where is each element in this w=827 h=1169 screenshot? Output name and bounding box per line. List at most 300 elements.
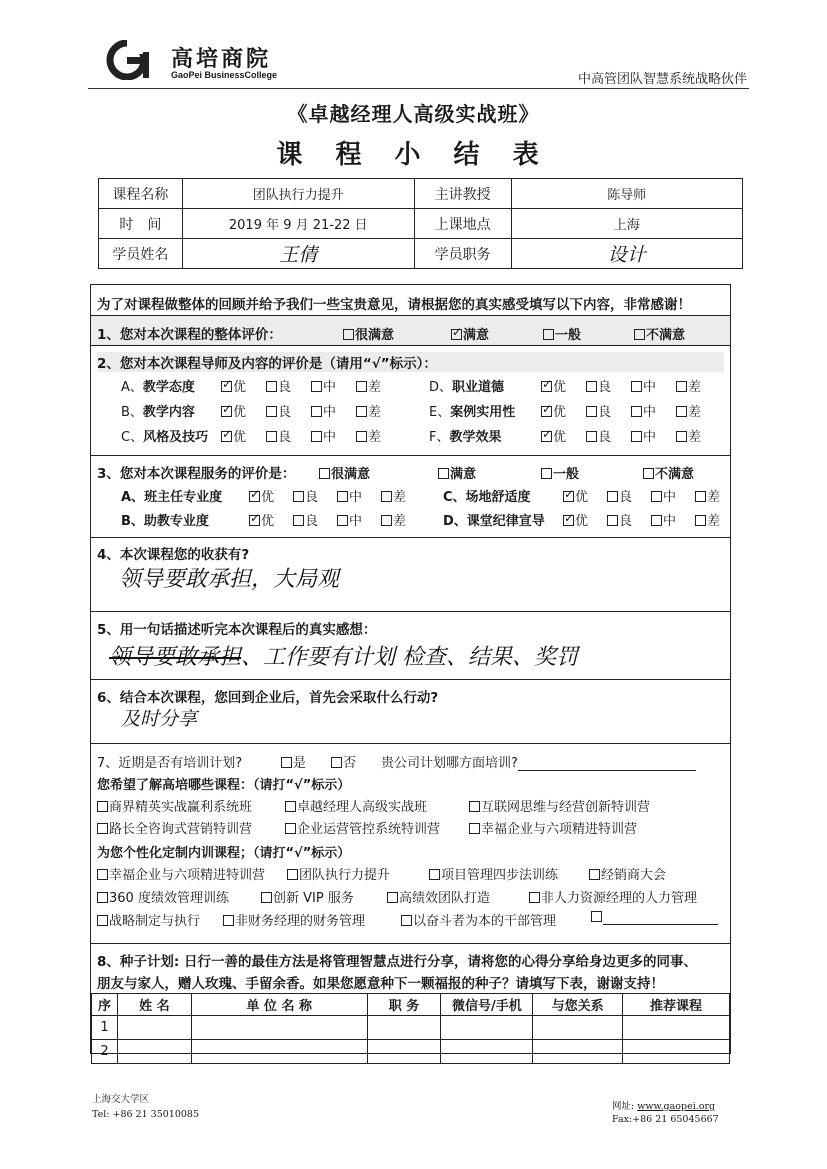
q2-grade-option[interactable] <box>311 426 336 445</box>
q2-grade-option[interactable] <box>631 376 656 395</box>
checkbox[interactable] <box>311 431 322 442</box>
feedback-form <box>90 284 731 1059</box>
checkbox[interactable] <box>429 869 440 880</box>
q3-grade-label: 良 <box>619 490 633 505</box>
custom-course-label: 非人力资源经理的人力管理 <box>541 891 698 906</box>
checkbox[interactable] <box>634 329 645 340</box>
q3-item-label <box>443 486 531 505</box>
seed-cell[interactable] <box>441 1040 533 1064</box>
footer-address-text: 上海交大学区 <box>92 1094 150 1105</box>
q3-grade-label: 差 <box>707 490 721 505</box>
q3-grade-label: 差 <box>707 514 721 529</box>
q3-grade-label: 中 <box>349 514 363 529</box>
footer-contact <box>612 1100 719 1126</box>
seed-table-header <box>92 994 730 1016</box>
logo-text: 高培商院 <box>171 47 272 72</box>
q3-grade-option[interactable] <box>607 510 632 529</box>
q3-grade-option[interactable] <box>381 510 406 529</box>
seed-column-header: 与您关系 <box>533 994 623 1016</box>
page-title: 《卓越经理人高级实战班》 <box>287 102 540 126</box>
custom-course-label: 以奋斗者为本的干部管理 <box>413 914 557 929</box>
q3-grade-option[interactable] <box>249 510 274 529</box>
custom-course-option[interactable] <box>589 864 666 883</box>
q1-section <box>91 315 730 345</box>
course-name-value[interactable]: 团队执行力提升 <box>182 179 414 209</box>
checkbox[interactable] <box>311 406 322 417</box>
course-option[interactable] <box>285 796 427 815</box>
q3-option-average[interactable] <box>541 463 579 482</box>
checkbox[interactable] <box>676 381 687 392</box>
q2-grade-label: 中 <box>643 405 657 420</box>
checkbox[interactable] <box>438 468 449 479</box>
seed-cell[interactable] <box>623 1016 730 1040</box>
q2-grade-label: 优 <box>553 405 567 420</box>
q1-option-label: 不满意 <box>646 328 686 343</box>
q5-answer-text: 、工作要有计划 检查、结果、奖罚 <box>241 645 579 670</box>
checkbox[interactable] <box>529 892 540 903</box>
checkbox[interactable] <box>607 491 618 502</box>
q3-grade-label: 优 <box>575 490 589 505</box>
q2-grade-label: 中 <box>643 380 657 395</box>
q2-item-label <box>121 401 195 420</box>
checkbox[interactable] <box>676 406 687 417</box>
q3-grade-option[interactable] <box>563 486 588 505</box>
q3-option-label: 很满意 <box>331 467 371 482</box>
q5-answer[interactable] <box>109 640 578 671</box>
checkbox-checked[interactable] <box>563 515 574 526</box>
checkbox[interactable] <box>695 515 706 526</box>
q3-item-name: 场地舒适度 <box>465 490 531 505</box>
q2-section <box>91 345 730 455</box>
checkbox[interactable] <box>266 381 277 392</box>
place-value[interactable]: 上海 <box>511 209 743 239</box>
custom-course-option[interactable] <box>97 864 265 883</box>
q3-grade-option[interactable] <box>607 486 632 505</box>
q2-grade-label: 良 <box>278 380 292 395</box>
q2-grade-label: 中 <box>643 430 657 445</box>
q2-grade-label: 良 <box>598 380 612 395</box>
checkbox-checked[interactable] <box>249 491 260 502</box>
q2-item-prefix: C、 <box>121 430 144 445</box>
q2-grade-option[interactable] <box>221 401 246 420</box>
seed-column-header: 单 位 名 称 <box>191 994 367 1016</box>
custom-course-option[interactable] <box>529 887 697 906</box>
q2-grade-label: 优 <box>233 380 247 395</box>
checkbox[interactable] <box>311 381 322 392</box>
teacher-label: 主讲教授 <box>414 179 511 209</box>
custom-course-label: 非财务经理的财务管理 <box>235 914 366 929</box>
q2-grade-option[interactable] <box>356 376 381 395</box>
q2-item-prefix: F、 <box>429 430 450 445</box>
q2-item-name: 案例实用性 <box>450 405 516 420</box>
logo <box>105 40 305 84</box>
q6-section <box>91 679 730 743</box>
seed-column-header: 推荐课程 <box>623 994 730 1016</box>
custom-course-other-blank[interactable] <box>603 911 718 925</box>
seed-cell[interactable] <box>367 1040 441 1064</box>
q3-grade-label: 优 <box>575 514 589 529</box>
custom-course-option[interactable] <box>223 910 365 929</box>
seed-cell[interactable] <box>533 1040 623 1064</box>
checkbox[interactable] <box>607 515 618 526</box>
custom-course-option[interactable] <box>429 864 558 883</box>
q2-grade-label: 优 <box>233 430 247 445</box>
checkbox[interactable] <box>586 381 597 392</box>
q3-option-label: 满意 <box>450 467 477 482</box>
checkbox[interactable] <box>97 892 108 903</box>
q1-question: 1、您对本次课程的整体评价： <box>97 327 282 343</box>
footer-web-link[interactable]: www.gaopei.org <box>637 1101 716 1112</box>
q2-grade-option[interactable] <box>586 426 611 445</box>
q3-grade-option[interactable] <box>651 486 676 505</box>
q1-option-average[interactable] <box>543 324 581 343</box>
checkbox[interactable] <box>631 381 642 392</box>
course-info-table <box>98 178 743 269</box>
checkbox[interactable] <box>381 515 392 526</box>
q3-item-label <box>121 486 222 505</box>
q3-grade-option[interactable] <box>293 486 318 505</box>
course-option[interactable] <box>97 818 252 837</box>
q7-custom-title: 为您个性化定制内训课程；（请打“√”标示） <box>97 846 351 861</box>
checkbox[interactable] <box>285 801 296 812</box>
q3-grade-label: 差 <box>393 514 407 529</box>
custom-course-option[interactable] <box>387 887 490 906</box>
student-position-cell[interactable] <box>511 239 743 269</box>
q2-item-name: 教学效果 <box>449 430 502 445</box>
q3-item-prefix: D、 <box>443 514 467 529</box>
checkbox-checked[interactable] <box>541 406 552 417</box>
student-position-value: 设计 <box>607 244 646 266</box>
q2-grade-label: 差 <box>688 430 702 445</box>
course-option-label: 商界精英实战赢利系统班 <box>109 800 253 815</box>
checkbox[interactable] <box>541 468 552 479</box>
q5-question: 5、用一句话描述听完本次课程后的真实感想： <box>97 622 377 638</box>
custom-course-label: 360 度绩效管理训练 <box>109 891 229 906</box>
course-option[interactable] <box>97 796 252 815</box>
teacher-value[interactable]: 陈导师 <box>511 179 743 209</box>
seed-row-number: 1 <box>92 1016 118 1040</box>
custom-course-other[interactable] <box>591 910 718 925</box>
q7-yes-label: 是 <box>293 756 307 771</box>
custom-course-option[interactable] <box>97 910 200 929</box>
q3-grade-option[interactable] <box>249 486 274 505</box>
checkbox[interactable] <box>337 491 348 502</box>
checkbox[interactable] <box>543 329 554 340</box>
q7-yes-option[interactable] <box>281 752 306 771</box>
q2-grade-label: 良 <box>278 430 292 445</box>
q7-which-blank[interactable] <box>518 757 696 771</box>
course-option-label: 企业运营管控系统特训营 <box>297 822 441 837</box>
checkbox[interactable] <box>261 892 272 903</box>
checkbox-checked[interactable] <box>221 406 232 417</box>
q2-grade-option[interactable] <box>311 401 336 420</box>
seed-cell[interactable] <box>191 1016 367 1040</box>
q3-grade-option[interactable] <box>337 510 362 529</box>
seed-plan-table <box>91 993 730 1064</box>
q3-grade-label: 中 <box>663 490 677 505</box>
checkbox[interactable] <box>586 406 597 417</box>
checkbox[interactable] <box>266 431 277 442</box>
checkbox[interactable] <box>586 431 597 442</box>
course-option-label: 路长全咨询式营销特训营 <box>109 822 253 837</box>
q3-option-very-satisfied[interactable] <box>319 463 370 482</box>
q2-grade-option[interactable] <box>676 426 701 445</box>
checkbox[interactable] <box>97 869 108 880</box>
q2-grade-option[interactable] <box>631 426 656 445</box>
seed-column-header: 微信号/手机 <box>441 994 533 1016</box>
checkbox[interactable] <box>97 823 108 834</box>
custom-course-label: 团队执行力提升 <box>299 868 391 883</box>
seed-cell[interactable] <box>623 1040 730 1064</box>
q2-grade-option[interactable] <box>541 401 566 420</box>
checkbox[interactable] <box>589 869 600 880</box>
seed-cell[interactable] <box>191 1040 367 1064</box>
checkbox[interactable] <box>631 406 642 417</box>
custom-course-option[interactable] <box>97 887 229 906</box>
course-option[interactable] <box>285 818 440 837</box>
q3-section <box>91 455 730 537</box>
checkbox[interactable] <box>381 491 392 502</box>
q2-item-prefix: A、 <box>121 380 143 395</box>
q1-option-label: 满意 <box>463 328 490 343</box>
q2-item-label <box>429 401 515 420</box>
checkbox[interactable] <box>469 801 480 812</box>
q3-item-name: 课堂纪律宣导 <box>466 514 545 529</box>
footer-web-label: 网址: <box>612 1101 635 1112</box>
q3-item-prefix: C、 <box>443 490 466 505</box>
q3-grade-option[interactable] <box>695 486 720 505</box>
checkbox-checked[interactable] <box>541 381 552 392</box>
checkbox[interactable] <box>293 515 304 526</box>
student-name-cell[interactable] <box>182 239 414 269</box>
q2-grade-option[interactable] <box>356 426 381 445</box>
q2-grade-option[interactable] <box>266 401 291 420</box>
q2-grade-option[interactable] <box>676 401 701 420</box>
q4-answer[interactable]: 领导要敢承担，大局观 <box>119 567 340 592</box>
q3-option-label: 不满意 <box>655 467 695 482</box>
q2-grade-label: 良 <box>278 405 292 420</box>
checkbox[interactable] <box>643 468 654 479</box>
q3-question: 3、您对本次课程服务的评价是： <box>97 466 296 482</box>
q3-item-name: 助教专业度 <box>143 514 209 529</box>
checkbox[interactable] <box>97 915 108 926</box>
q3-option-unsatisfied[interactable] <box>643 463 694 482</box>
q8-line1: 8、种子计划: 日行一善的最佳方法是将管理智慧点进行分享，请将您的心得分享给身边更多的同事、 <box>97 954 697 970</box>
checkbox[interactable] <box>319 468 330 479</box>
table-row <box>92 1040 730 1064</box>
q2-item-prefix: B、 <box>121 405 143 420</box>
q2-grade-option[interactable] <box>221 376 246 395</box>
q2-grade-option[interactable] <box>541 426 566 445</box>
q2-grade-option[interactable] <box>586 376 611 395</box>
time-value[interactable]: 2019 年 9 月 21-22 日 <box>182 209 414 239</box>
q7-section <box>91 743 730 943</box>
q3-grade-option[interactable] <box>381 486 406 505</box>
q2-item-label <box>429 426 502 445</box>
q3-option-label: 一般 <box>553 467 580 482</box>
custom-course-option[interactable] <box>401 910 556 929</box>
q3-grade-label: 良 <box>305 490 319 505</box>
seed-cell[interactable] <box>117 1016 191 1040</box>
q2-grade-option[interactable] <box>221 426 246 445</box>
footer-tel: Tel: +86 21 35010085 <box>92 1109 200 1120</box>
student-name-label: 学员姓名 <box>99 239 183 269</box>
q3-grade-option[interactable] <box>563 510 588 529</box>
seed-column-header: 姓 名 <box>117 994 191 1016</box>
q3-grade-option[interactable] <box>293 510 318 529</box>
checkbox-checked[interactable] <box>221 431 232 442</box>
q2-grade-label: 良 <box>598 405 612 420</box>
table-row <box>92 1016 730 1040</box>
course-option-label: 幸福企业与六项精进特训营 <box>481 822 638 837</box>
q3-option-satisfied[interactable] <box>438 463 476 482</box>
q3-grade-label: 中 <box>663 514 677 529</box>
q2-grade-option[interactable] <box>266 426 291 445</box>
custom-course-option[interactable] <box>261 887 354 906</box>
checkbox[interactable] <box>223 915 234 926</box>
q2-grade-label: 优 <box>233 405 247 420</box>
q2-grade-label: 优 <box>553 380 567 395</box>
footer-address <box>92 1092 199 1122</box>
q2-item-name: 教学内容 <box>142 405 195 420</box>
custom-course-label: 项目管理四步法训练 <box>441 868 559 883</box>
custom-course-label: 创新 VIP 服务 <box>273 891 354 906</box>
q6-question: 6、结合本次课程，您回到企业后，首先会采取什么行动? <box>97 690 439 706</box>
q5-section <box>91 611 730 679</box>
q1-option-satisfied[interactable] <box>451 324 489 343</box>
checkbox-checked[interactable] <box>451 329 462 340</box>
checkbox[interactable] <box>356 431 367 442</box>
checkbox[interactable] <box>356 381 367 392</box>
custom-course-label: 幸福企业与六项精进特训营 <box>109 868 266 883</box>
checkbox-checked[interactable] <box>221 381 232 392</box>
checkbox[interactable] <box>281 757 292 768</box>
checkbox[interactable] <box>591 911 602 922</box>
checkbox[interactable] <box>287 869 298 880</box>
q2-question: 2、您对本次课程导师及内容的评价是（请用“√”标示）： <box>97 352 724 372</box>
q3-item-label <box>443 510 545 529</box>
checkbox[interactable] <box>695 491 706 502</box>
q2-grade-label: 差 <box>688 405 702 420</box>
q1-option-unsatisfied[interactable] <box>634 324 685 343</box>
q1-option-label: 很满意 <box>355 328 395 343</box>
q2-item-prefix: D、 <box>429 380 453 395</box>
custom-course-label: 经销商大会 <box>601 868 667 883</box>
q2-grade-label: 中 <box>323 380 337 395</box>
q2-grade-label: 差 <box>688 380 702 395</box>
q2-grade-option[interactable] <box>631 401 656 420</box>
seed-row-number: 2 <box>92 1040 118 1064</box>
checkbox[interactable] <box>401 915 412 926</box>
checkbox[interactable] <box>356 406 367 417</box>
q3-item-label <box>121 510 209 529</box>
checkbox[interactable] <box>337 515 348 526</box>
time-label: 时 间 <box>99 209 183 239</box>
logo-english: GaoPei BusinessCollege <box>171 70 278 80</box>
q3-grade-option[interactable] <box>651 510 676 529</box>
checkbox[interactable] <box>651 515 662 526</box>
checkbox[interactable] <box>293 491 304 502</box>
q2-grade-option[interactable] <box>311 376 336 395</box>
q3-grade-label: 中 <box>349 490 363 505</box>
q2-grade-label: 优 <box>553 430 567 445</box>
course-option-label: 卓越经理人高级实战班 <box>297 800 428 815</box>
q2-grade-option[interactable] <box>541 376 566 395</box>
q8-line2: 朋友与家人，赠人玫瑰、手留余香。如果您愿意种下一颗福报的种子？请填写下表，谢谢支持！ <box>97 976 664 992</box>
logo-mark-icon <box>105 40 163 80</box>
checkbox[interactable] <box>97 801 108 812</box>
checkbox[interactable] <box>651 491 662 502</box>
checkbox-checked[interactable] <box>563 491 574 502</box>
q3-item-prefix: A、 <box>121 490 145 505</box>
header-divider <box>88 88 749 89</box>
q3-grade-option[interactable] <box>337 486 362 505</box>
q2-item-name: 风格及技巧 <box>143 430 209 445</box>
checkbox[interactable] <box>676 431 687 442</box>
q2-grade-option[interactable] <box>676 376 701 395</box>
checkbox[interactable] <box>469 823 480 834</box>
tagline: 中高管团队智慧系统战略伙伴 <box>577 72 747 87</box>
seed-column-header: 序 <box>92 994 118 1016</box>
footer-fax: Fax:+86 21 65045667 <box>612 1114 719 1125</box>
q2-grade-option[interactable] <box>266 376 291 395</box>
q6-answer[interactable]: 及时分享 <box>121 708 198 730</box>
q1-option-very-satisfied[interactable] <box>343 324 394 343</box>
seed-column-header: 职 务 <box>367 994 441 1016</box>
custom-course-option[interactable] <box>287 864 390 883</box>
checkbox-checked[interactable] <box>541 431 552 442</box>
q2-grade-option[interactable] <box>356 401 381 420</box>
q7-no-option[interactable] <box>331 752 356 771</box>
q2-grade-option[interactable] <box>586 401 611 420</box>
seed-cell[interactable] <box>117 1040 191 1064</box>
q5-answer-struck: 领导要敢承担 <box>109 645 242 670</box>
q4-section <box>91 537 730 611</box>
q2-item-label <box>429 376 504 395</box>
checkbox[interactable] <box>266 406 277 417</box>
student-position-label: 学员职务 <box>414 239 511 269</box>
seed-cell[interactable] <box>367 1016 441 1040</box>
seed-cell[interactable] <box>441 1016 533 1040</box>
q3-grade-option[interactable] <box>695 510 720 529</box>
q2-item-name: 职业道德 <box>452 380 505 395</box>
q7-no-label: 否 <box>343 756 357 771</box>
checkbox[interactable] <box>343 329 354 340</box>
course-option[interactable] <box>469 796 650 815</box>
q3-grade-label: 优 <box>261 490 275 505</box>
checkbox[interactable] <box>387 892 398 903</box>
checkbox[interactable] <box>631 431 642 442</box>
q2-grade-label: 差 <box>368 430 382 445</box>
q2-item-label <box>121 426 208 445</box>
checkbox-checked[interactable] <box>249 515 260 526</box>
q7-question: 7、近期是否有培训计划? <box>97 756 243 771</box>
course-name-label: 课程名称 <box>99 179 183 209</box>
q2-grade-label: 中 <box>323 405 337 420</box>
q7-which-training[interactable] <box>381 752 696 771</box>
course-option[interactable] <box>469 818 637 837</box>
q7-which-label: 贵公司计划哪方面培训? <box>381 756 518 771</box>
q3-grade-label: 良 <box>305 514 319 529</box>
q3-item-prefix: B、 <box>121 514 144 529</box>
checkbox[interactable] <box>285 823 296 834</box>
checkbox[interactable] <box>331 757 342 768</box>
q3-grade-label: 差 <box>393 490 407 505</box>
seed-cell[interactable] <box>533 1016 623 1040</box>
place-label: 上课地点 <box>414 209 511 239</box>
custom-course-label: 高绩效团队打造 <box>399 891 491 906</box>
q2-item-label <box>121 376 195 395</box>
